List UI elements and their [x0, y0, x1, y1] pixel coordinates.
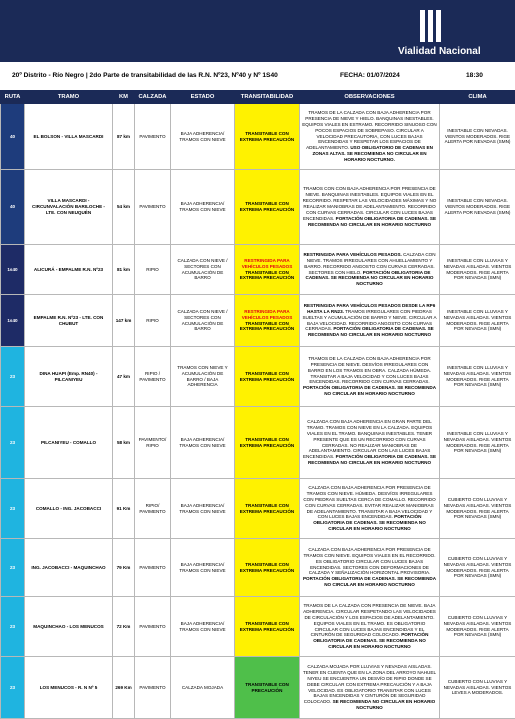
observations-cell	[300, 295, 440, 347]
table-row	[1, 657, 515, 719]
observations-cell	[300, 597, 440, 657]
condition-cell: TRAMOS CON NIEVE Y ACUMULACIÓN DE BARRO / BAJA ADHERENCIA	[171, 347, 235, 407]
column-header: RUTA	[1, 91, 25, 104]
observations-cell	[300, 539, 440, 597]
table-row	[1, 407, 515, 479]
column-header: OBSERVACIONES	[300, 91, 440, 104]
surface-cell: PAVIMENTO	[135, 539, 171, 597]
condition-cell: BAJA ADHERENCIA/ TRAMOS CON NIEVE	[171, 479, 235, 539]
column-header: CALZADA	[135, 91, 171, 104]
logo-bar	[428, 10, 433, 42]
observations-cell	[300, 104, 440, 170]
column-header: TRANSITABILIDAD	[235, 91, 300, 104]
observation-warning: PORTACIÓN OBLIGATORIA DE CADENAS. SE RECOMIENDA NO CIRCULAR EN HORARIO NOCTURNO	[302, 576, 437, 588]
logo-bars-icon	[420, 10, 440, 42]
observation-text: CALZADA CON BAJA ADHERENCIA EN GRAN PARTE DEL TRAMO. TRAMOS CON NIEVE EN LA CALZADA. EQUIPOS VIALES EN EL TRAMO. BANQUINAS INESTABLES. TENER PRESENTE QUE ES UN RECORRIDO CON CURVAS CERRADAS. NO REALIZAR MANIOBRAS DE ADELANTAMIENTO. CIRCULAR CON LAS LUCES BAJAS ENCENDIDAS.	[302, 418, 433, 460]
table-header-row	[1, 91, 515, 104]
surface-cell: RIPIO	[135, 295, 171, 347]
heavy-vehicle-restriction: RESTRINGIDA PARA VEHÍCULOS PESADOS	[241, 257, 293, 269]
observation-text: CALZADA CON BAJA ADHERENCIA POR PRESENCIA DE TRAMOS CON NIEVE. EQUIPOS VIALES EN EL RECORRIDO. ES OBLIGATORIO CIRCULAR CON LUCES BAJAS ENCENDIDAS. SECTORES CON DEFORMACIONES DE CALZADA Y SEÑALIZACIÓN HORIZONTAL PROVISORIA.	[303, 546, 436, 576]
route-cell: 1s40	[1, 245, 25, 295]
report-time: 18:30	[466, 72, 483, 79]
transitability-cell: TRANSITABLE CON PRECAUCIÓN	[235, 657, 300, 719]
weather-cell: INESTABLE CON LLUVIAS Y NEVADAS AISLADAS. VIENTOS MODERADOS. RIGE ALERTA POR NEVADAS (SMN)	[440, 295, 515, 347]
weather-cell: INESTABLE CON LLUVIAS Y NEVADAS AISLADAS. VIENTOS MODERADOS. RIGE ALERTA POR NEVADAS (SMN)	[440, 245, 515, 295]
report-title: 20º Distrito - Río Negro | 2do Parte de transitabilidad de las R.N. Nº23, Nº40 y Nº 1S40	[12, 72, 278, 79]
km-cell: 147 km	[113, 295, 135, 347]
route-cell: 23	[1, 347, 25, 407]
transitability-cell: TRANSITABLE CON EXTREMA PRECAUCIÓN	[235, 479, 300, 539]
surface-cell: PAVIMENTO	[135, 597, 171, 657]
transitability-cell	[235, 245, 300, 295]
column-header: CLIMA	[440, 91, 515, 104]
section-cell: COMALLO - ING. JACOBACCI	[25, 479, 113, 539]
route-cell: 23	[1, 539, 25, 597]
section-cell: ALICURÁ - EMPALME R.N. Nº23	[25, 245, 113, 295]
route-cell: 23	[1, 479, 25, 539]
condition-cell: BAJA ADHERENCIA/ TRAMOS CON NIEVE	[171, 539, 235, 597]
table-row	[1, 539, 515, 597]
transitability-cell: TRANSITABLE CON EXTREMA PRECAUCIÓN	[235, 347, 300, 407]
condition-cell: CALZADA CON NIEVE / SECTORES CON ACUMULACIÓN DE BARRO	[171, 295, 235, 347]
observation-text: TRAMOS DE LA CALZADA CON PRESENCIA DE NIEVE. BAJA ADHERENCIA. CIRCULAR RESPETANDO LAS VELOCIDADES DE CIRCULACIÓN Y LOS ESPACIOS DE ADELANTAMIENTO. EQUIPOS VIALES EN EL TRAMO. ES OBLIGATORIO CIRCULAR CON LUCES BAJAS ENCENDIDAS Y EL CINTURÓN DE SEGURIDAD COLOCADO.	[303, 602, 436, 638]
transitability-cell: TRANSITABLE CON EXTREMA PRECAUCIÓN	[235, 104, 300, 170]
observations-cell	[300, 245, 440, 295]
weather-cell: INESTABLE CON LLUVIAS Y NEVADAS AISLADAS. VIENTOS MODERADOS. RIGE ALERTA POR NEVADAS (SMN)	[440, 347, 515, 407]
weather-cell: CUBIERTO CON LLUVIAS Y NEVADAS AISLADAS. VIENTOS MODERADOS. RIGE ALERTA POR NEVADAS (SMN)	[440, 539, 515, 597]
observation-warning: PORTACIÓN OBLIGATORIA DE CADENAS. SE RECOMIENDA NO CIRCULAR EN HORARIO NOCTURNO	[307, 326, 434, 338]
surface-cell: RIPIO/ PAVIMENTO	[135, 479, 171, 539]
section-cell: EL BOLSON - VILLA MASCARDI	[25, 104, 113, 170]
logo-bar	[436, 10, 441, 42]
brand-name: Vialidad Nacional	[398, 46, 481, 57]
observation-warning: PORTACIÓN OBLIGATORIA DE CADENAS. SE RECOMIENDA NO CIRCULAR EN HORARIO NOCTURNO	[305, 269, 434, 287]
observation-warning: PORTACIÓN OBLIGATORIA DE CADENAS. SE RECOMIENDA NO CIRCULAR EN HORARIO NOCTURNO	[313, 632, 429, 650]
transitability-cell: TRANSITABLE CON EXTREMA PRECAUCIÓN	[235, 407, 300, 479]
section-cell: EMPALME R.N. Nº23 - LTE. CON CHUBUT	[25, 295, 113, 347]
table-row	[1, 295, 515, 347]
surface-cell: RIPIO / PAVIMENTO	[135, 347, 171, 407]
route-cell: 40	[1, 104, 25, 170]
section-cell: MAQUINCHAO - LOS MENUCOS	[25, 597, 113, 657]
section-cell: VILLA MASCARDI - CIRCUNVALACIÓN BARILOCHE - LTE. CON NEUQUÉN	[25, 170, 113, 245]
km-cell: 81 km	[113, 245, 135, 295]
transitability-cell: TRANSITABLE CON EXTREMA PRECAUCIÓN	[235, 597, 300, 657]
route-cell: 23	[1, 597, 25, 657]
observation-warning: PORTACIÓN OBLIGATORIA DE CADENAS. SE RECOMIENDA NO CIRCULAR EN HORARIO NOCTURNO	[307, 215, 437, 227]
surface-cell: RIPIO	[135, 245, 171, 295]
condition-cell: BAJA ADHERENCIA/ TRAMOS CON NIEVE	[171, 407, 235, 479]
table-row	[1, 170, 515, 245]
section-cell: DINA HUAPI (Emp. RN40) - PILCANIYEU	[25, 347, 113, 407]
section-cell: ING. JACOBACCI - MAQUINCHAO	[25, 539, 113, 597]
condition-cell: BAJA ADHERENCIA/ TRAMOS CON NIEVE	[171, 170, 235, 245]
section-cell: LOS MENUCOS - R. N Nº 5	[25, 657, 113, 719]
condition-cell: BAJA ADHERENCIA/ TRAMOS CON NIEVE	[171, 597, 235, 657]
condition-cell: CALZADA CON NIEVE / SECTORES CON ACUMULACIÓN DE BARRO	[171, 245, 235, 295]
route-cell: 40	[1, 170, 25, 245]
section-cell: PILCANIYEU - COMALLO	[25, 407, 113, 479]
weather-cell: CUBIERTO CON LLUVIAS Y NEVADAS AISLADAS. VIENTOS MODERADOS. RIGE ALERTA POR NEVADAS (SMN)	[440, 479, 515, 539]
km-cell: 87 km	[113, 104, 135, 170]
route-cell: 23	[1, 657, 25, 719]
transitability-status: TRANSITABLE CON EXTREMA PRECAUCIÓN	[239, 320, 295, 332]
km-cell: 47 km	[113, 347, 135, 407]
route-cell: 1s40	[1, 295, 25, 347]
surface-cell: PAVIMENTO	[135, 104, 171, 170]
observations-cell	[300, 347, 440, 407]
transitability-table	[0, 90, 515, 719]
km-cell: 54 km	[113, 170, 135, 245]
observation-warning: SE RECOMIENDA NO CIRCULAR EN HORARIO NOCTURNO	[332, 699, 436, 711]
observation-warning: PORTACIÓN OBLIGATORIA DE CADENAS. SE RECOMIENDA NO CIRCULAR EN HORARIO NOCTURNO	[313, 514, 426, 532]
observation-text: CALZADA CON NIEVE. TRAMOS IRREGULARES CON AHUELLAMIENTO Y BARRO. RECORRIDO ANGOSTO CON CURVAS CERRADAS. SECTORES CON HIELO.	[304, 251, 436, 275]
header-banner	[0, 0, 515, 62]
weather-cell: CUBIERTO CON LLUVIAS Y NEVADAS AISLADAS. VIENTOS LEVES A MODERADOS.	[440, 657, 515, 719]
report-info-row	[0, 68, 515, 86]
surface-cell: PAVIMENTO/ RIPIO	[135, 407, 171, 479]
condition-cell: CALZADA MOJADA	[171, 657, 235, 719]
observations-cell	[300, 170, 440, 245]
vialidad-nacional-logo	[398, 10, 510, 58]
observation-restriction: RESTRINGIDA PARA VEHÍCULOS PESADOS.	[303, 251, 402, 257]
weather-cell: INESTABLE CON NEVADAS. VIENTOS MODERADOS. RIGE ALERTA POR NEVADAS (SMN)	[440, 170, 515, 245]
surface-cell: PAVIMENTO	[135, 657, 171, 719]
km-cell: 91 Km	[113, 479, 135, 539]
observation-text: TRAMOS DE LA CALZADA CON BAJA ADHERENCIA POR PRESENCIA DE NIEVE. DESVÍOS IRREGULARES CON BARRO EN LOS TRAMOS EN OBRA. CALZADA HÚMEDA. TRANSITAR A BAJA VELOCIDAD Y CON LUCES BAJAS ENCENDIDAS. RECORRIDO CON CURVAS CERRADAS.	[307, 355, 432, 385]
observation-text: CALZADA MOJADA POR LLUVIAS Y NEVADAS AISLADAS. TENER EN CUENTA QUE EN LA ZONA DEL ARROYO NAHUEL NIYEU SE ENCUENTRA UN DESVÍO DE RIPIO DONDE SE DEBE CIRCULAR CON EXTREMA PRECAUCIÓN Y A BAJA VELOCIDAD. ES OBLIGATORIO TRANSITAR CON LUCES BAJAS ENCENDIDAS Y CINTURÓN DE SEGURIDAD COLOCADO.	[303, 663, 436, 705]
route-cell: 23	[1, 407, 25, 479]
heavy-vehicle-restriction: RESTRINGIDA PARA VEHÍCULOS PESADOS	[241, 308, 293, 320]
condition-cell: BAJA ADHERENCIA/ TRAMOS CON NIEVE	[171, 104, 235, 170]
observation-warning: USO OBLIGATORIO DE CADENAS EN ZONAS ALTAS. SE RECOMIENDA NO CIRCULAR EN HORARIO NOCTURNO.	[312, 145, 433, 163]
report-date: FECHA: 01/07/2024	[340, 72, 400, 79]
transitability-cell: TRANSITABLE CON EXTREMA PRECAUCIÓN	[235, 539, 300, 597]
surface-cell: PAVIMENTO	[135, 170, 171, 245]
observation-text: TRAMOS CON CON BAJA ADHERENCIA POR PRESENCIA DE NIEVE. BANQUINAS INESTABLES. EQUIPOS VIALES EN EL RECORRIDO. RESPETAR LAS VELOCIDADES MÁXIMAS Y NO REALIZAR MANIOBRAS DE ADELANTAMIENTO. RECORRIDO CON CURVAS CERRADAS. CIRCULAR CON LUCES BAJAS ENCENDIDAS.	[302, 186, 437, 221]
km-cell: 72 Km	[113, 597, 135, 657]
table-row	[1, 479, 515, 539]
observation-text: TRAMOS IRREGULARES CON PIEDRAS SUELTAS Y ACUMULACIÓN DE BARRO Y NIEVE. CIRCULAR A BAJA VELOCIDAD. RECORRIDO ANGOSTO CON CURVAS CERRADAS.	[302, 308, 437, 332]
column-header: ESTADO	[171, 91, 235, 104]
column-header: KM	[113, 91, 135, 104]
observation-warning: PORTACIÓN OBLIGATORIA DE CADENAS. SE RECOMIENDA NO CIRCULAR EN HORARIO NOCTURNO	[302, 385, 437, 397]
observation-restriction: RESTRINGIDA PARA VEHÍCULOS PESADOS DESDE LA RP6 HASTA LA RN23.	[303, 302, 436, 314]
km-cell: 269 Km	[113, 657, 135, 719]
observations-cell	[300, 479, 440, 539]
observation-text: TRAMOS DE LA CALZADA CON BAJA ADHERENCIA POR PRESENCIA DE NIEVE Y HIELO. BANQUINAS INESTABLES. EQUIPOS VIALES EN ESTRAMO. RECORRIDO SINUOSO CON POCOS ESPACIOS DE SOBREPASO. CIRCULAR A VELOCIDAD PRECAUTORIA, CON LUCES BAJAS ENCENDIDAS Y RESPETAR LOS ESPACIOS DE ADELANTAMIENTO.	[302, 109, 437, 151]
observation-text: CALZADA CON BAJA ADHERENCIA POR PRESENCIA DE TRAMOS CON NIEVE. HÚMEDA. DESVÍOS IRREGULARES CON PIEDRAS SUELTAS CERCA DE COMALLO. RECORRIDO CON CURVAS CERRADAS. EVITAR REALIZAR MANIOBRAS DE ADELANTAMIENTO. TRANSITAR A BAJA VELOCIDAD Y CON LUCES BAJAS ENCENDIDAS.	[303, 484, 436, 520]
km-cell: 58 km	[113, 407, 135, 479]
transitability-cell	[235, 295, 300, 347]
observations-cell	[300, 657, 440, 719]
table-row	[1, 347, 515, 407]
table-row	[1, 104, 515, 170]
observation-warning: PORTACIÓN OBLIGATORIA DE CADENAS. SE RECOMIENDA NO CIRCULAR EN HORARIO NOCTURNO	[307, 454, 437, 466]
column-header: TRAMO	[25, 91, 113, 104]
transitability-status: TRANSITABLE CON EXTREMA PRECAUCIÓN	[239, 269, 295, 281]
table-row	[1, 245, 515, 295]
logo-bar	[420, 10, 425, 42]
table-row	[1, 597, 515, 657]
weather-cell: INESTABLE CON LLUVIAS Y NEVADAS AISLADAS. VIENTOS MODERADOS. RIGE ALERTA POR NEVADAS (SMN)	[440, 407, 515, 479]
weather-cell: CUBIERTO CON LLUVIAS Y NEVADAS AISLADAS. VIENTOS MODERADOS. RIGE ALERTA POR NEVADAS (SMN)	[440, 597, 515, 657]
km-cell: 79 Km	[113, 539, 135, 597]
transitability-cell: TRANSITABLE CON EXTREMA PRECAUCIÓN	[235, 170, 300, 245]
weather-cell: INESTABLE CON NEVADAS. VIENTOS MODERADOS. RIGE ALERTA POR NEVADAS (SMN)	[440, 104, 515, 170]
observations-cell	[300, 407, 440, 479]
